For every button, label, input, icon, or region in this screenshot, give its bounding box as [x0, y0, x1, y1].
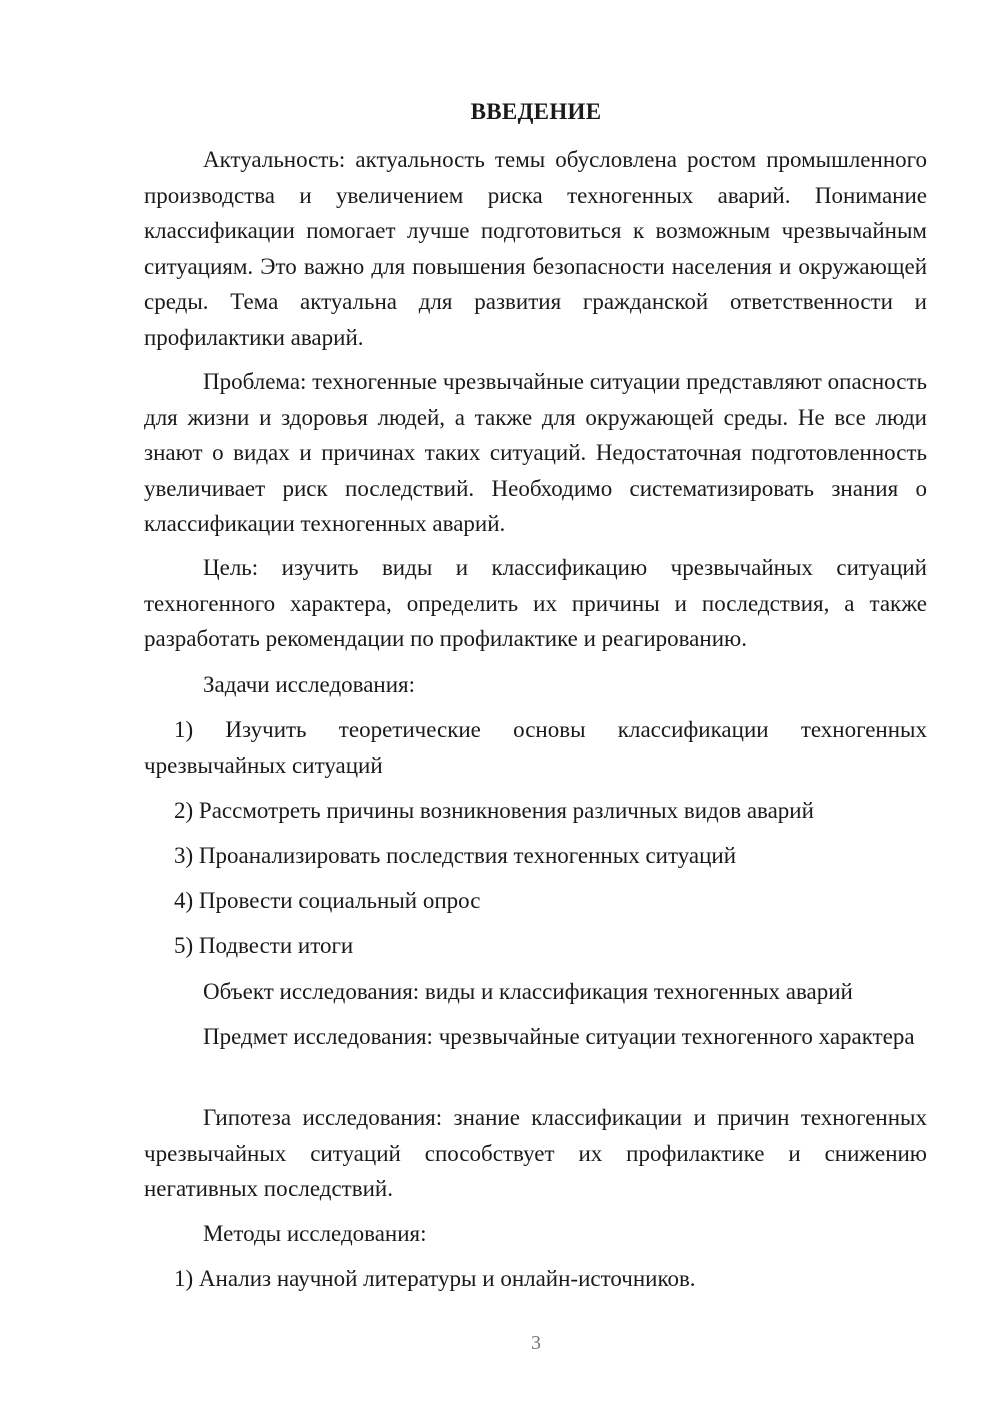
paragraph-problem: Проблема: техногенные чрезвычайные ситуации представляют опасность для жизни и здоровья людей, а также для окружающей среды. Не все люди знают о видах и причинах таких ситуаций. Недостаточная подготовленность увеличивает риск последствий. Необходимо систематизировать знания о классификации техногенных аварий.: [144, 369, 927, 536]
paragraph-relevance: Актуальность: актуальность темы обусловлена ростом промышленного производства и увеличением риска техногенных аварий. Понимание классификации помогает лучше подготовиться к возможным чрезвычайным ситуациям. Это важно для повышения безопасности населения и окружающей среды. Тема актуальна для развития гражданской ответственности и профилактики аварий.: [144, 147, 927, 350]
methods-title: Методы исследования:: [203, 1221, 427, 1246]
method-item-1: 1) Анализ научной литературы и онлайн-источников.: [174, 1266, 696, 1291]
section-heading: ВВЕДЕНИЕ: [470, 99, 602, 124]
task-item-4: 4) Провести социальный опрос: [174, 888, 481, 913]
paragraph-goal: Цель: изучить виды и классификацию чрезвычайных ситуаций техногенного характера, определить их причины и последствия, а также разработать рекомендации по профилактике и реагированию.: [144, 555, 927, 651]
paragraph-subject: Предмет исследования: чрезвычайные ситуации техногенного характера: [203, 1024, 915, 1049]
task-item-1: 1) Изучить теоретические основы классификации техногенных чрезвычайных ситуаций: [144, 717, 927, 778]
task-item-2: 2) Рассмотреть причины возникновения различных видов аварий: [174, 798, 814, 823]
paragraph-hypothesis: Гипотеза исследования: знание классификации и причин техногенных чрезвычайных ситуаций способствует их профилактике и снижению негативных последствий.: [144, 1105, 927, 1201]
paragraph-object: Объект исследования: виды и классификация техногенных аварий: [203, 979, 853, 1004]
task-item-3: 3) Проанализировать последствия техногенных ситуаций: [174, 843, 737, 868]
tasks-title: Задачи исследования:: [203, 672, 416, 697]
task-item-5: 5) Подвести итоги: [174, 933, 354, 958]
page-number: 3: [531, 1332, 541, 1354]
